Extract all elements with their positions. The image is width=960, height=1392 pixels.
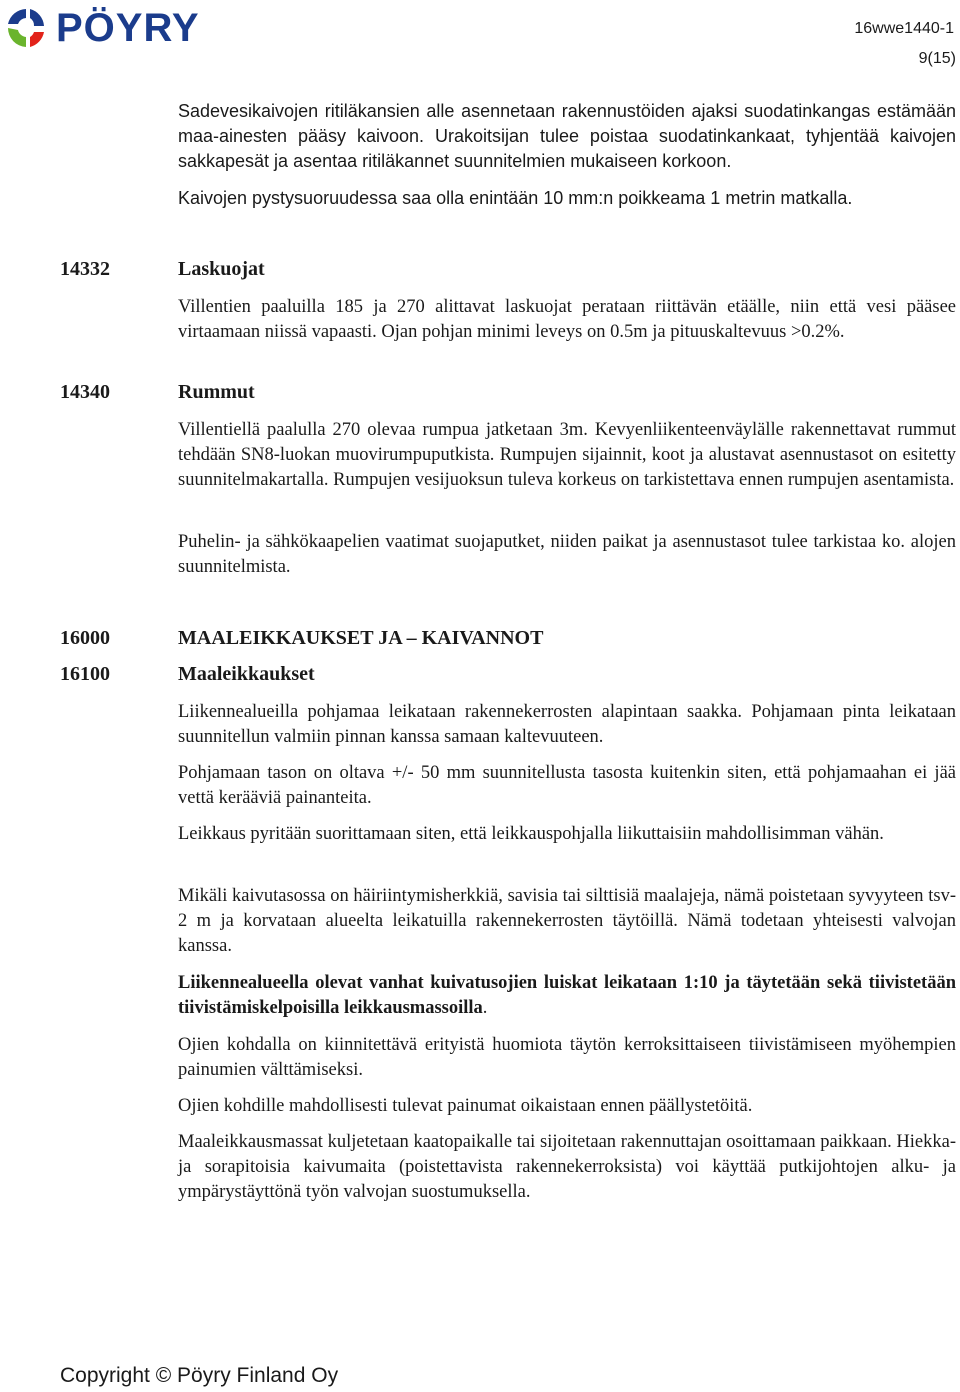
maaleikkaukset-paragraph-7: Ojien kohdille mahdollisesti tulevat painumat oikaistaan ennen päällystetöitä. <box>178 1096 753 1116</box>
section-title: Maaleikkaukset <box>178 663 315 685</box>
page-number: 9(15) <box>918 50 956 67</box>
maaleikkaukset-paragraph-4: Mikäli kaivutasossa on häiriintymisherkkiä, savisia tai silttisiä maalajeja, nämä poistetaan syvyyteen tsv-2 m ja korvataan alueelta leikatuilla rakennekerrosten täytöillä. Nämä todetaan yhteisesti valvojan kanssa. <box>178 886 956 956</box>
poyry-logo-icon <box>4 6 48 50</box>
rummut-paragraph-1: Villentiellä paalulla 270 olevaa rumpua jatketaan 3m. Kevyenliikenteenväylälle rakennettavat rummut tehdään SN8-luokan muovirumpuputkista. Rumpujen sijainnit, koot ja alustavat asennustasot on esitetty suunnitelmakartalla. Rumpujen vesijuoksun tuleva korkeus on tarkistettava ennen rumpujen asentamista. <box>178 420 956 490</box>
maaleikkaukset-paragraph-1: Liikennealueilla pohjamaa leikataan rakennekerrosten alapintaan saakka. Pohjamaan pinta leikataan suunnitellun valmiin pinnan kanssa samaan kaltevuuteen. <box>178 702 956 747</box>
section-number: 16100 <box>60 663 110 685</box>
statement-end: . <box>482 998 488 1018</box>
maaleikkaukset-paragraph-8: Maaleikkausmassat kuljetetaan kaatopaikalle tai sijoitetaan rakennuttajan osoittamaan paikkaan. Hiekka- ja sorapitoisia kaivumaita (poistettavista rakennekerroksista) voi käyttää putkijohtojen alku- ja ympärystäyttönä työn valvojan suostumuksella. <box>178 1132 956 1202</box>
company-name: PÖYRY <box>56 6 200 50</box>
section-heading-16000 <box>60 627 543 650</box>
section-title: MAALEIKKAUKSET JA – KAIVANNOT <box>178 627 544 649</box>
section-heading-14332 <box>60 258 265 281</box>
maaleikkaukset-paragraph-6: Ojien kohdalla on kiinnitettävä erityistä huomiota täytön kerroksittaiseen tiivistämiseen myöhempien painumien välttämiseksi. <box>178 1035 956 1080</box>
section-title: Laskuojat <box>178 258 265 280</box>
company-logo <box>4 4 200 52</box>
maaleikkaukset-paragraph-3: Leikkaus pyritään suorittamaan siten, että leikkauspohjalla liikuttaisiin mahdollisimman vähän. <box>178 824 884 844</box>
bold-statement: Liikennealueella olevat vanhat kuivatusojien luiskat leikataan 1:10 ja täytetään sekä tiivistetään tiivistämiskelpoisilla leikkausmassoilla <box>178 973 956 1018</box>
document-number: 16wwe1440-1 <box>854 20 954 37</box>
section-number: 16000 <box>60 627 110 649</box>
section-number: 14340 <box>60 381 110 403</box>
intro-paragraph-2: Kaivojen pystysuoruudessa saa olla enintään 10 mm:n poikkeama 1 metrin matkalla. <box>178 188 853 208</box>
maaleikkaukset-paragraph-5 <box>178 971 956 1021</box>
intro-paragraph-1: Sadevesikaivojen ritiläkansien alle asennetaan rakennustöiden ajaksi suodatinkangas estämään maa-ainesten pääsy kaivoon. Urakoitsijan tulee poistaa suodatinkankaat, tyhjentää kaivojen sakkapesät ja asentaa ritiläkannet suunnitelmien mukaiseen korkoon. <box>178 101 956 171</box>
section-title: Rummut <box>178 381 255 403</box>
maaleikkaukset-paragraph-2: Pohjamaan tason on oltava +/- 50 mm suunnitellusta tasosta kuitenkin siten, että pohjamaahan ei jää vettä kerääviä painanteita. <box>178 763 956 808</box>
rummut-paragraph-2: Puhelin- ja sähkökaapelien vaatimat suojaputket, niiden paikat ja asennustasot tulee tarkistaa ko. alojen suunnitelmista. <box>178 532 956 577</box>
section-number: 14332 <box>60 258 110 280</box>
section-heading-14340 <box>60 381 255 404</box>
laskuojat-paragraph-1: Villentien paaluilla 185 ja 270 alittavat laskuojat perataan riittävän etäälle, niin että vesi pääsee virtaamaan niissä vapaasti. Ojan pohjan minimi leveys on 0.5m ja pituuskaltevuus >0.2%. <box>178 297 956 342</box>
copyright-footer: Copyright © Pöyry Finland Oy <box>60 1364 339 1387</box>
section-heading-16100 <box>60 663 315 686</box>
